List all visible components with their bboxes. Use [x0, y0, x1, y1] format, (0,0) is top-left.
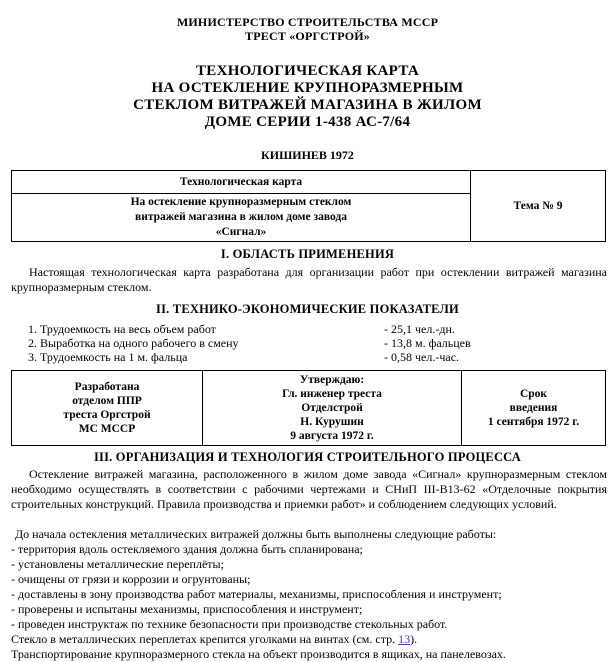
list-item: - доставлены в зону производства работ материалы, механизмы, приспособления и инструмент;: [11, 587, 502, 601]
section1-heading: I. ОБЛАСТЬ ПРИМЕНЕНИЯ: [220, 247, 395, 261]
description-line: На остекление крупноразмерным стеклом: [130, 196, 352, 208]
glass-fixing-end: ).: [410, 632, 418, 646]
approved-line: Отделстрой: [301, 402, 363, 414]
indicator-label: 2. Выработка на одного рабочего в смену: [28, 336, 239, 350]
card-table-header: Технологическая карта: [12, 171, 471, 194]
indicator-row: [28, 336, 588, 350]
document-title: [0, 63, 615, 131]
approved-by-cell: [203, 371, 462, 446]
glass-fixing-line: [11, 632, 607, 647]
approved-line: Гл. инженер треста: [282, 388, 382, 400]
list-item: - проведен инструктаж по технике безопасности при производстве стекольных работ.: [11, 617, 448, 631]
developed-by-cell: [12, 371, 203, 446]
list-item: - проверены и испытаны механизмы, приспособления и инструмент;: [11, 602, 363, 616]
indicator-row: [28, 322, 588, 336]
glass-fixing-text: Стекло в металлических переплетах крепится уголками на винтах (см. стр.: [11, 632, 399, 646]
approved-line: Утверждаю:: [299, 374, 365, 386]
term-line: Срок: [519, 388, 548, 400]
list-item: - территория вдоль остекляемого здания должна быть спланирована;: [11, 542, 363, 556]
approval-table: [11, 370, 606, 446]
indicator-value: - 25,1 чел.-дн.: [384, 322, 455, 336]
indicator-label: 3. Трудоемкость на 1 м. фальца: [28, 350, 188, 364]
approved-line: Н. Курушин: [300, 416, 364, 428]
developed-line: МС МССР: [78, 423, 136, 435]
city-year: КИШИНЕВ 1972: [261, 148, 354, 162]
developed-line: Разработана: [74, 381, 140, 393]
section1-paragraph: Настоящая технологическая карта разработана для организации работ при остеклении витражей магазина крупноразмерным стеклом.: [11, 265, 607, 294]
title-line: ДОМЕ СЕРИИ 1-438 АС-7/64: [204, 114, 411, 130]
indicator-label: 1. Трудоемкость на весь объем работ: [28, 322, 216, 336]
title-line: ТЕХНОЛОГИЧЕСКАЯ КАРТА: [195, 63, 420, 79]
section3-heading: III. ОРГАНИЗАЦИЯ И ТЕХНОЛОГИЯ СТРОИТЕЛЬНОГО ПРОЦЕССА: [93, 450, 522, 464]
indicator-value: - 13,8 м. фальцев: [384, 336, 471, 350]
developed-line: треста Оргстрой: [63, 409, 151, 421]
indicator-row: [28, 350, 588, 364]
developed-line: отделом ППР: [72, 395, 142, 407]
section3-paragraph: Остекление витражей магазина, расположенного в жилом доме завода «Сигнал» крупноразмерным стеклом необходимо осуществлять в соответствии с рабочими чертежами и СНиП III-В13-62 «Отделочные покрытия строительных конструкций. Правила производства и приемки работ» и соблюдением следующих условий.: [11, 467, 607, 511]
term-line: 1 сентября 1972 г.: [487, 416, 580, 428]
page-link[interactable]: 13: [398, 632, 411, 646]
prerequisites-list: [11, 527, 607, 662]
card-description: [12, 194, 471, 242]
term-line: введения: [509, 402, 558, 414]
title-line: НА ОСТЕКЛЕНИЕ КРУПНОРАЗМЕРНЫМ: [151, 80, 464, 96]
trust-name: ТРЕСТ «ОРГСТРОЙ»: [245, 29, 370, 43]
description-line: «Сигнал»: [215, 226, 267, 238]
section1-text: [11, 265, 607, 295]
ministry-name: МИНИСТЕРСТВО СТРОИТЕЛЬСТВА МССР: [176, 15, 439, 29]
indicators-list: [28, 322, 588, 364]
approved-line: 9 августа 1972 г.: [290, 430, 374, 442]
card-topic: Тема № 9: [471, 171, 606, 242]
effective-date-cell: [462, 371, 606, 446]
list-item: - установлены металлические переплёты;: [11, 557, 224, 571]
list-item: - очищены от грязи и коррозии и огрунтованы;: [11, 572, 251, 586]
ministry-header: [0, 15, 615, 43]
section2-heading: II. ТЕХНИКО-ЭКОНОМИЧЕСКИЕ ПОКАЗАТЕЛИ: [156, 302, 459, 316]
list-intro: До начала остекления металлических витражей должны быть выполнены следующие работы:: [15, 527, 497, 541]
transport-text: Транспортирование крупноразмерного стекла на объект производится в ящиках, на панелевозах.: [11, 647, 506, 661]
card-table: [11, 170, 606, 242]
section3-text: [11, 467, 607, 512]
indicator-value: - 0,58 чел.-час.: [384, 350, 460, 364]
description-line: витражей магазина в жилом доме завода: [135, 211, 347, 223]
title-line: СТЕКЛОМ ВИТРАЖЕЙ МАГАЗИНА В ЖИЛОМ: [133, 97, 482, 113]
